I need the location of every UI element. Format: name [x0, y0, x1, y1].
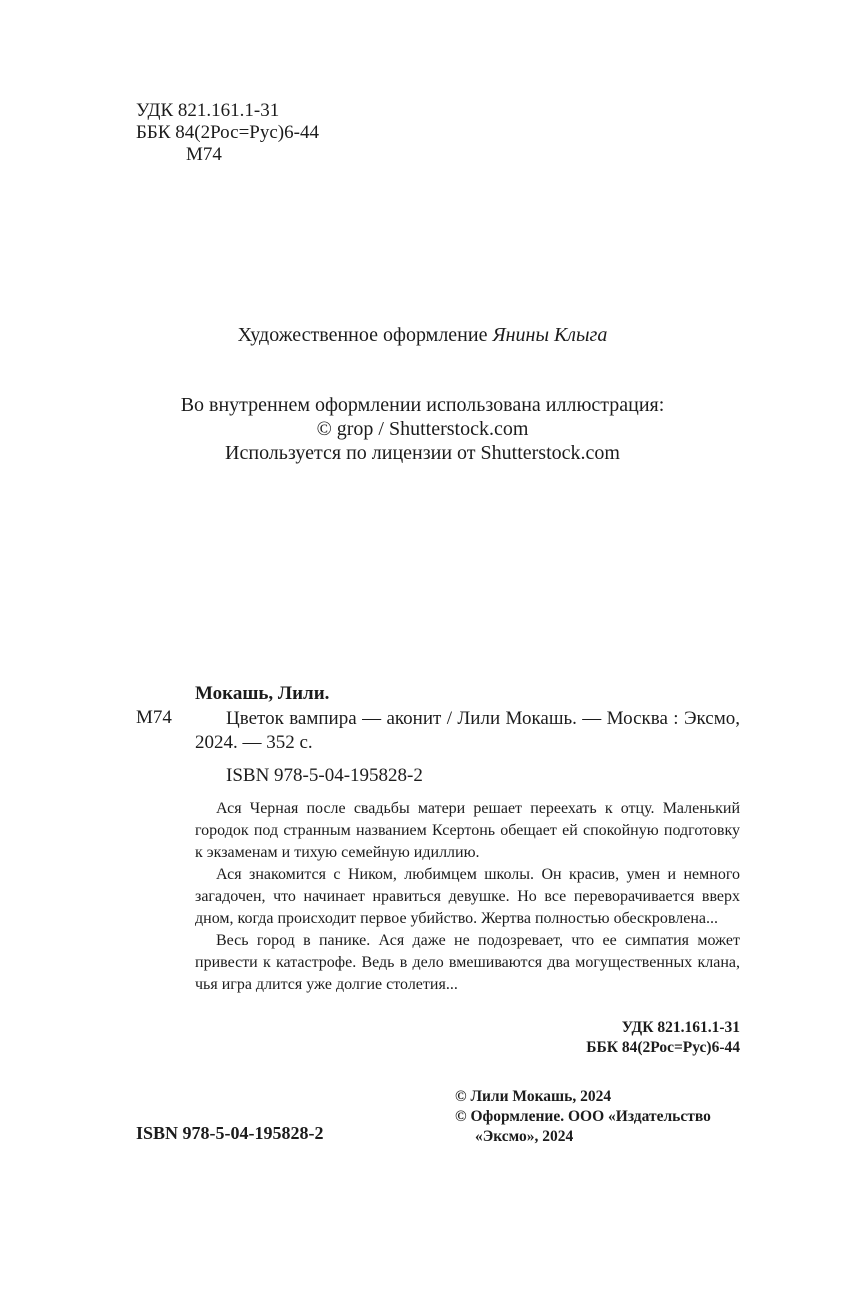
classification-block-top — [136, 100, 319, 166]
classification-block-bottom — [560, 1018, 740, 1058]
copyright-author: © Лили Мокашь, 2024 — [455, 1088, 612, 1105]
annotation-paragraph: Ася Черная после свадьбы матери решает переехать к отцу. Маленький городок под странным названием Ксертонь обещает ей спокойную подготовку к экзаменам и тихую семейную идиллию. — [195, 800, 740, 861]
book-author: Мокашь, Лили. — [195, 683, 330, 704]
copyright-block — [455, 1087, 711, 1147]
isbn-footer: ISBN 978-5-04-195828-2 — [136, 1123, 324, 1143]
design-credit-prefix: Художественное оформление — [237, 324, 488, 346]
copyright-design-line-1: © Оформление. ООО «Издательство — [455, 1108, 711, 1125]
bbk-code: ББК 84(2Рос=Рус)6-44 — [136, 122, 319, 143]
illustration-credit-line-3: Используется по лицензии от Shutterstock.com — [225, 442, 620, 464]
illustration-credit — [0, 393, 845, 465]
illustration-credit-line-2: © grop / Shutterstock.com — [316, 418, 529, 440]
author-mark: М74 — [186, 144, 222, 165]
udk-code-bottom: УДК 821.161.1-31 — [621, 1019, 740, 1036]
designer-name: Янины Клыга — [492, 324, 608, 346]
author-mark-bibliographic: М74 — [136, 707, 172, 728]
bbk-code-bottom: ББК 84(2Рос=Рус)6-44 — [586, 1039, 740, 1056]
book-description: Цветок вампира — аконит / Лили Мокашь. — Москва : Эксмо, 2024. — 352 с. — [195, 708, 740, 753]
annotation — [195, 798, 740, 996]
isbn-bibliographic: ISBN 978-5-04-195828-2 — [226, 765, 423, 786]
udk-code: УДК 821.161.1-31 — [136, 100, 280, 121]
design-credit — [0, 323, 845, 347]
illustration-credit-line-1: Во внутреннем оформлении использована иллюстрация: — [180, 394, 665, 416]
copyright-design-line-2: «Эксмо», 2024 — [475, 1128, 574, 1145]
annotation-paragraph: Ася знакомится с Ником, любимцем школы. Он красив, умен и немного загадочен, что начинает нравиться девушке. Но все переворачивается вверх дном, когда происходит первое убийство. Жертва полностью обескровлена... — [195, 866, 740, 927]
annotation-paragraph: Весь город в панике. Ася даже не подозревает, что ее симпатия может привести к катастрофе. Ведь в дело вмешиваются два могущественных клана, чья игра длится уже долгие столетия... — [195, 932, 740, 993]
